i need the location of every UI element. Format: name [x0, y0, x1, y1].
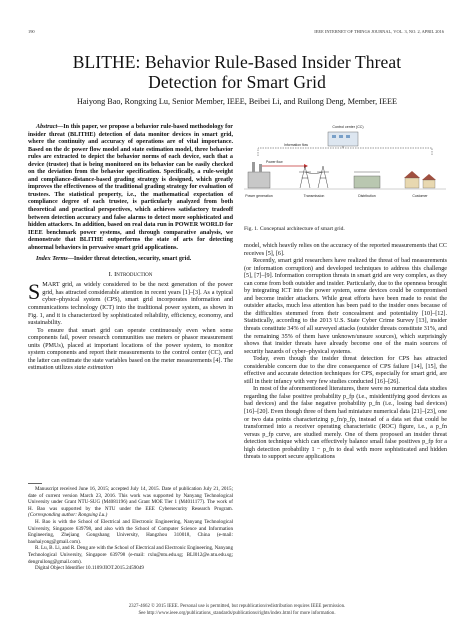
distribution-substation-icon — [354, 176, 380, 188]
paper-title-line-1: BLITHE: Behavior Rule-Based Insider Threat — [72, 52, 402, 72]
drop-cap: S — [28, 279, 41, 305]
footnote-affiliation-bao: H. Bao is with the School of Electrical and Electronic Engineering, Nanyang Technological University, Singapore 639798, and also with the School of Computer Science and Information Engineering, Zhejiang Gongshang University, Hangzhou 310018, China (e-mail: baohaiyong@gmail.com). — [28, 518, 233, 545]
index-terms — [28, 256, 233, 264]
right-paragraph-2: Recently, smart grid researchers have realized the threat of bad measurements (or information corruption) and developed techniques to address this challenge [5], [7]–[9]. Information corruption threats in smart grid are very complex, as they can come from both outsider and insider. Particularly, due to the openness brought by integrating ICT into the power system, some devices could be compromised and become insider attackers. While great efforts have been made to resist the outsider attacks, much less attention has been paid to the insider ones because of the difficulties stemmed from their concealment and potentiality [10]–[12]. Statistically, according to the 2013 U.S. State Cyber Crime Survey [13], insider threats constitute 34% of all surveyed attacks (outsider threats constitute 31%, and the remaining 35% of them have unknown/unsure sources), which surprisingly shows that insider threats have already become one of the main sources of security hazards of cyber–physical systems. — [244, 258, 447, 355]
footnote-affiliation-others: R. Lu, B. Li, and R. Deng are with the School of Electrical and Electronic Engineering, Nanyang Technological University, Singapore 639798 (e-mail: rxlu@ntu.edu.sg; BLI012@e.ntu.edu.sg; dengruilong@gmail.com). — [28, 545, 233, 565]
customer-house-icon — [404, 171, 436, 188]
footnote-rule — [28, 483, 42, 484]
intro-paragraph-1-text: MART grid, as widely considered to be the next generation of the power grid, has attracted considerable attention in recent years [1]–[3]. As a typical cyber–physical system (CPS), smart grid incorporates information and communications technology (ICT) into the traditional power system, as shown in Fig. 1, and it is characterized by sophisticated reliability, efficiency, economy, and sustainability. — [28, 282, 233, 327]
intro-paragraph-1 — [28, 279, 233, 327]
footnotes — [28, 486, 233, 572]
label-generation: Power generation — [245, 194, 273, 198]
author-list: Haiyong Bao, Rongxing Lu, Senior Member, IEEE, Beibei Li, and Ruilong Deng, Member, IEEE — [77, 97, 397, 106]
label-customer: Customer — [412, 194, 428, 198]
control-center-window-icon — [339, 135, 343, 138]
label-control-center: Control center (CC) — [332, 125, 364, 129]
copyright-line: 2327-4662 © 2015 IEEE. Personal use is permitted, but republication/redistribution requires IEEE permission. — [128, 604, 346, 609]
paper-title-line-2: Detection for Smart Grid — [148, 72, 326, 92]
right-column — [244, 243, 447, 462]
control-center-window-icon — [332, 135, 336, 138]
label-transmission: Transmission — [303, 194, 325, 198]
abstract — [28, 124, 233, 252]
left-column — [28, 124, 233, 373]
footnote-doi: Digital Object Identifier 10.1109/JIOT.2015.2459049 — [35, 565, 144, 572]
label-power-flow: Power flow — [266, 160, 283, 164]
right-paragraph-3: Today, even though the insider threat detection for CPS has attracted considerable concern due to the dire consequence of CPS failure [14], [15], the effective and accurate detection techniques for CPS, especially for smart grid, are still in their infancy with very few studies conducted [16]–[26]. — [244, 356, 447, 385]
label-information-flow: Information flow — [284, 143, 308, 147]
chimney-icon — [252, 162, 255, 172]
section-heading-introduction: I. Introduction — [108, 270, 153, 278]
information-flow-line — [258, 148, 432, 156]
intro-paragraph-2-emphasis: state estimation — [74, 365, 114, 372]
abstract-label: Abstract — [36, 124, 58, 130]
chimney-icon — [259, 164, 262, 172]
running-title: IEEE INTERNET OF THINGS JOURNAL, VOL. 3, NO. 2, APRIL 2016 — [314, 29, 444, 34]
power-plant-icon — [248, 172, 270, 188]
right-paragraph-1: model, which heavily relies on the accuracy of the reported measurements that CC receives [5], [6]. — [244, 243, 447, 257]
permissions-line: See http://www.ieee.org/publications_standards/publications/rights/index.html for more information. — [138, 611, 336, 616]
control-center-building — [328, 132, 358, 146]
footnote-manuscript — [28, 486, 233, 519]
transmission-tower-icon — [299, 166, 329, 188]
footnote-corresponding-author: (Corresponding author: Rongxing Lu.) — [28, 512, 108, 519]
figure-caption: Fig. 1. Conceptual architecture of smart grid. — [244, 226, 345, 232]
control-center-window-icon — [346, 135, 350, 138]
index-terms-text: —Insider threat detection, security, smart grid. — [67, 256, 192, 263]
label-distribution: Distribution — [358, 194, 376, 198]
page-number: 190 — [28, 29, 35, 34]
right-paragraph-4: In most of the aforementioned literatures, there were no numerical data studies regarding the false positive probability p_fp (i.e., misidentifying good devices as bad devices) and the false negative probability p_fn (i.e., losing bad devices) [16]–[20]. Even though three of them had miniature numerical data [21]–[23], one or two data points characterizing p_fn/p_fp, instead of a data set that could be transformed into a receiver operating characteristic (ROC) figure, i.e., a p_fn versus p_fp curve, are studied merely. One of them proposed an insider threat detection technique which can effectively balance small false positives p_fp for a high detection probability 1 − p_fn to deal with more sophisticated and hidden threats to support secure applications — [244, 386, 447, 461]
intro-paragraph-2 — [28, 328, 233, 373]
index-terms-label: Index Terms — [36, 256, 68, 263]
intro-paragraph-2-text: To ensure that smart grid can operate continuously even when some components fail, power research communities use meters or phasor measurement units (PMUs), placed at important locations of the power system, to monitor system components and report their measurements to the control center (CC), and the latter can estimate the state variables based on the meter measurements [4]. The estimation utilizes — [28, 327, 233, 372]
figure-smart-grid-architecture — [244, 122, 446, 212]
footnote-manuscript-text: Manuscript received June 16, 2015; accepted July 14, 2015. Date of publication July 21, 2015; date of current version March 23, 2016. This work was supported by Nanyang Technological University under Grant NTU-SUG (M4081196) and Grant MOE Tier 1 (M4011177). The work of H. Bao was supported by the NTU under the EEE Cybersecurity Research Program. — [28, 486, 233, 512]
abstract-text: —In this paper, we propose a behavior rule-based methodology for insider threat (BLITHE) detection of data monitor devices in smart grid, where the continuity and accuracy of operations are of vital importance. Based on the dc power flow model and state estimation model, three behavior rules are extracted to depict the behavior norms of each device, such that a device (trustee) that is being monitored on its behavior can be easily checked on the deviation from the behavior specification. Specifically, a rule-weight and compliance-distance-based grading strategy is designed, which greatly improves the effectiveness of the traditional grading strategy for evaluation of trustees. The statistical property, i.e., the mathematical expectation of compliance degree of each trustee, is particularly analyzed from both theoretical and practical perspectives, which achieves satisfactory tradeoff between detection accuracy and false alarms to detect more sophisticated and hidden attackers. In addition, based on real data run in POWER WORLD for IEEE benchmark power systems, and through comparative analysis, we demonstrate that BLITHE outperforms the state of arts for detecting abnormal behaviors in pervasive smart grid applications. — [28, 124, 233, 251]
